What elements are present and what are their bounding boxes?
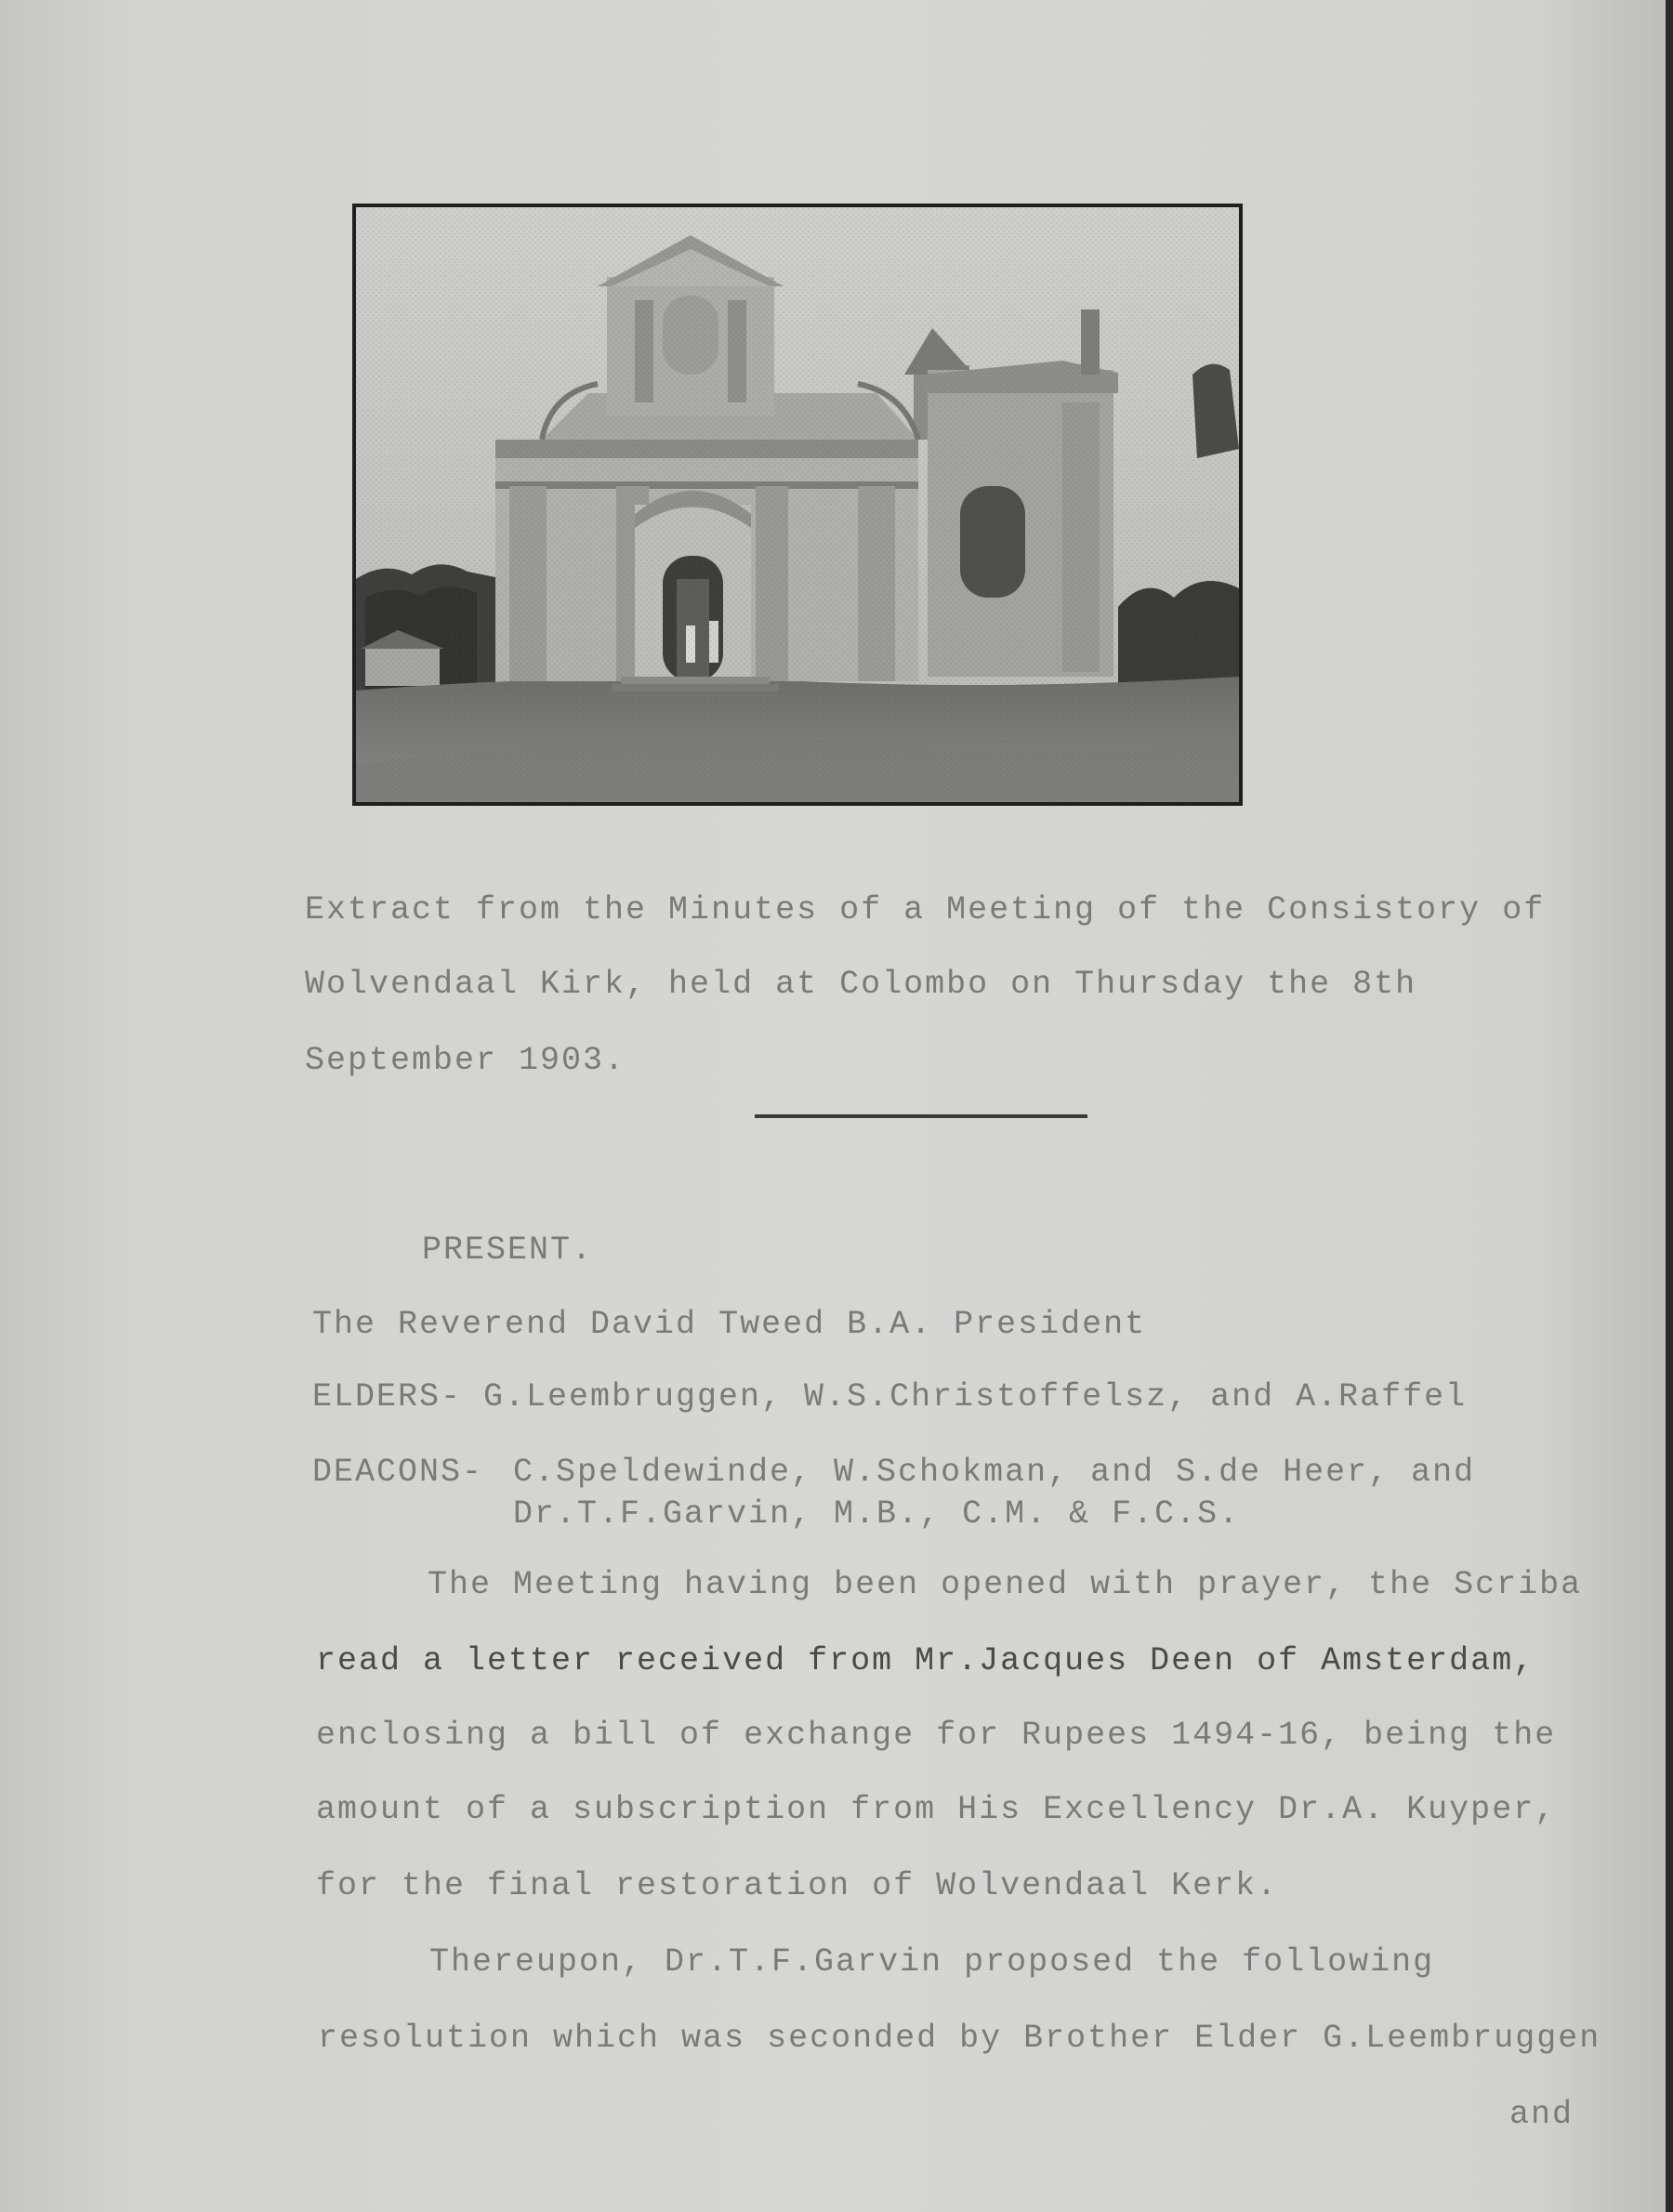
paragraph-1-line-2: read a letter received from Mr.Jacques Deen of Amsterdam, (316, 1642, 1535, 1679)
page-edge-shadow (1666, 0, 1673, 2212)
paragraph-1-line-4: amount of a subscription from His Excellency Dr.A. Kuyper, (316, 1791, 1557, 1828)
extract-line-1: Extract from the Minutes of a Meeting of the Consistory of (305, 891, 1546, 928)
present-heading: PRESENT. (422, 1231, 594, 1269)
paragraph-1-line-3: enclosing a bill of exchange for Rupees 1494-16, being the (316, 1717, 1557, 1754)
catchword: and (1509, 2096, 1574, 2133)
section-divider (755, 1114, 1087, 1118)
paragraph-1-line-1: The Meeting having been opened with prayer, the Scriba (428, 1566, 1583, 1603)
deacons-label: DEACONS- (312, 1454, 484, 1491)
elders-names: G.Leembruggen, W.S.Christoffelsz, and A.Raffel (483, 1378, 1468, 1415)
paragraph-2-line-2: resolution which was seconded by Brother Elder G.Leembruggen (318, 2020, 1601, 2057)
church-photograph (352, 204, 1243, 806)
wolvendaal-church-image (356, 207, 1239, 802)
president-line: The Reverend David Tweed B.A. President (312, 1306, 1147, 1343)
paragraph-1-line-5: for the final restoration of Wolvendaal Kerk. (316, 1867, 1279, 1904)
extract-line-2: Wolvendaal Kirk, held at Colombo on Thursday the 8th (305, 966, 1417, 1003)
paragraph-2-line-1: Thereupon, Dr.T.F.Garvin proposed the following (429, 1943, 1435, 1981)
elders-label: ELDERS- (312, 1378, 463, 1415)
extract-line-3: September 1903. (305, 1042, 626, 1079)
deacons-names-line-1: C.Speldewinde, W.Schokman, and S.de Heer, and (513, 1454, 1476, 1491)
deacons-names-line-2: Dr.T.F.Garvin, M.B., C.M. & F.C.S. (513, 1495, 1241, 1533)
